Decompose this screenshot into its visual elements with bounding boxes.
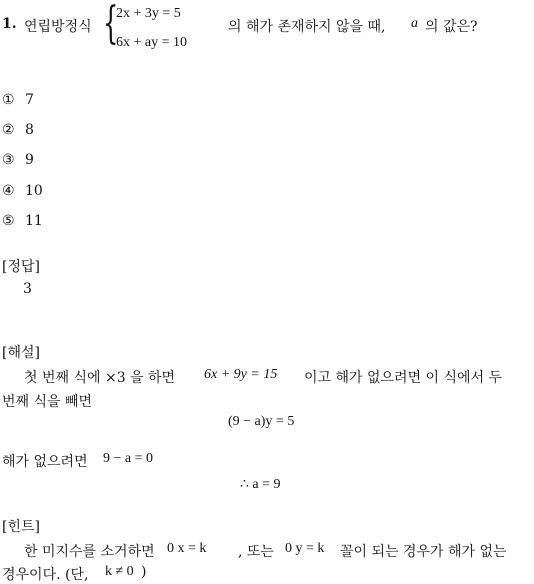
choice-value: 11	[25, 213, 43, 229]
explanation-line2: 번째 식을 빼면	[2, 394, 93, 410]
choice-value: 8	[25, 122, 34, 138]
explanation-line1-b: 이고 해가 없으려면 이 식에서 두	[304, 370, 503, 386]
choice-marker: ①	[2, 92, 15, 108]
hint-line1-equation-1: 0 x = k	[167, 541, 207, 556]
hint-line1-b: , 또는	[238, 544, 274, 560]
question-lead-text: 연립방정식	[24, 19, 92, 35]
hint-line2-b: )	[141, 564, 147, 580]
explanation-centered-equation-1: (9 − a)y = 5	[228, 414, 295, 429]
choice-item[interactable]	[2, 213, 43, 229]
choice-marker: ③	[2, 152, 15, 168]
choice-marker: ②	[2, 122, 15, 138]
choice-value: 7	[25, 92, 34, 108]
question-number: 1.	[2, 16, 17, 32]
explanation-label: [해설]	[2, 345, 40, 361]
choice-item[interactable]	[2, 152, 34, 168]
explanation-centered-equation-2: ∴ a = 9	[240, 477, 281, 492]
explanation-line3-equation: 9 − a = 0	[103, 451, 154, 466]
explanation-line1-a: 첫 번째 식에 ×3 을 하면	[24, 370, 176, 386]
choice-value: 9	[25, 152, 34, 168]
hint-line2-a: 경우이다. (단,	[2, 567, 89, 583]
system-brace: {	[103, 0, 119, 49]
choice-item[interactable]	[2, 92, 34, 108]
system-equation-2: 6x + ay = 10	[116, 35, 188, 50]
choice-marker: ④	[2, 183, 15, 199]
choice-marker: ⑤	[2, 213, 15, 229]
choice-item[interactable]	[2, 183, 43, 199]
system-equation-1: 2x + 3y = 5	[116, 6, 181, 21]
answer-value: 3	[23, 281, 32, 297]
hint-line1-equation-2: 0 y = k	[285, 541, 325, 556]
explanation-line1-equation: 6x + 9y = 15	[204, 367, 278, 382]
explanation-line3-a: 해가 없으려면	[2, 454, 88, 470]
choice-item[interactable]	[2, 122, 34, 138]
hint-label: [힌트]	[2, 519, 40, 535]
choice-value: 10	[25, 183, 43, 199]
answer-label: [정답]	[2, 259, 40, 275]
hint-line1-a: 한 미지수를 소거하면	[24, 544, 155, 560]
question-tail-text: 의 해가 존재하지 않을 때,	[228, 19, 386, 35]
question-tail-text-2: 의 값은?	[425, 19, 478, 35]
hint-line2-equation: k ≠ 0	[105, 564, 134, 579]
question-variable-a: a	[411, 16, 418, 31]
hint-line1-c: 꼴이 되는 경우가 해가 없는	[340, 544, 507, 560]
